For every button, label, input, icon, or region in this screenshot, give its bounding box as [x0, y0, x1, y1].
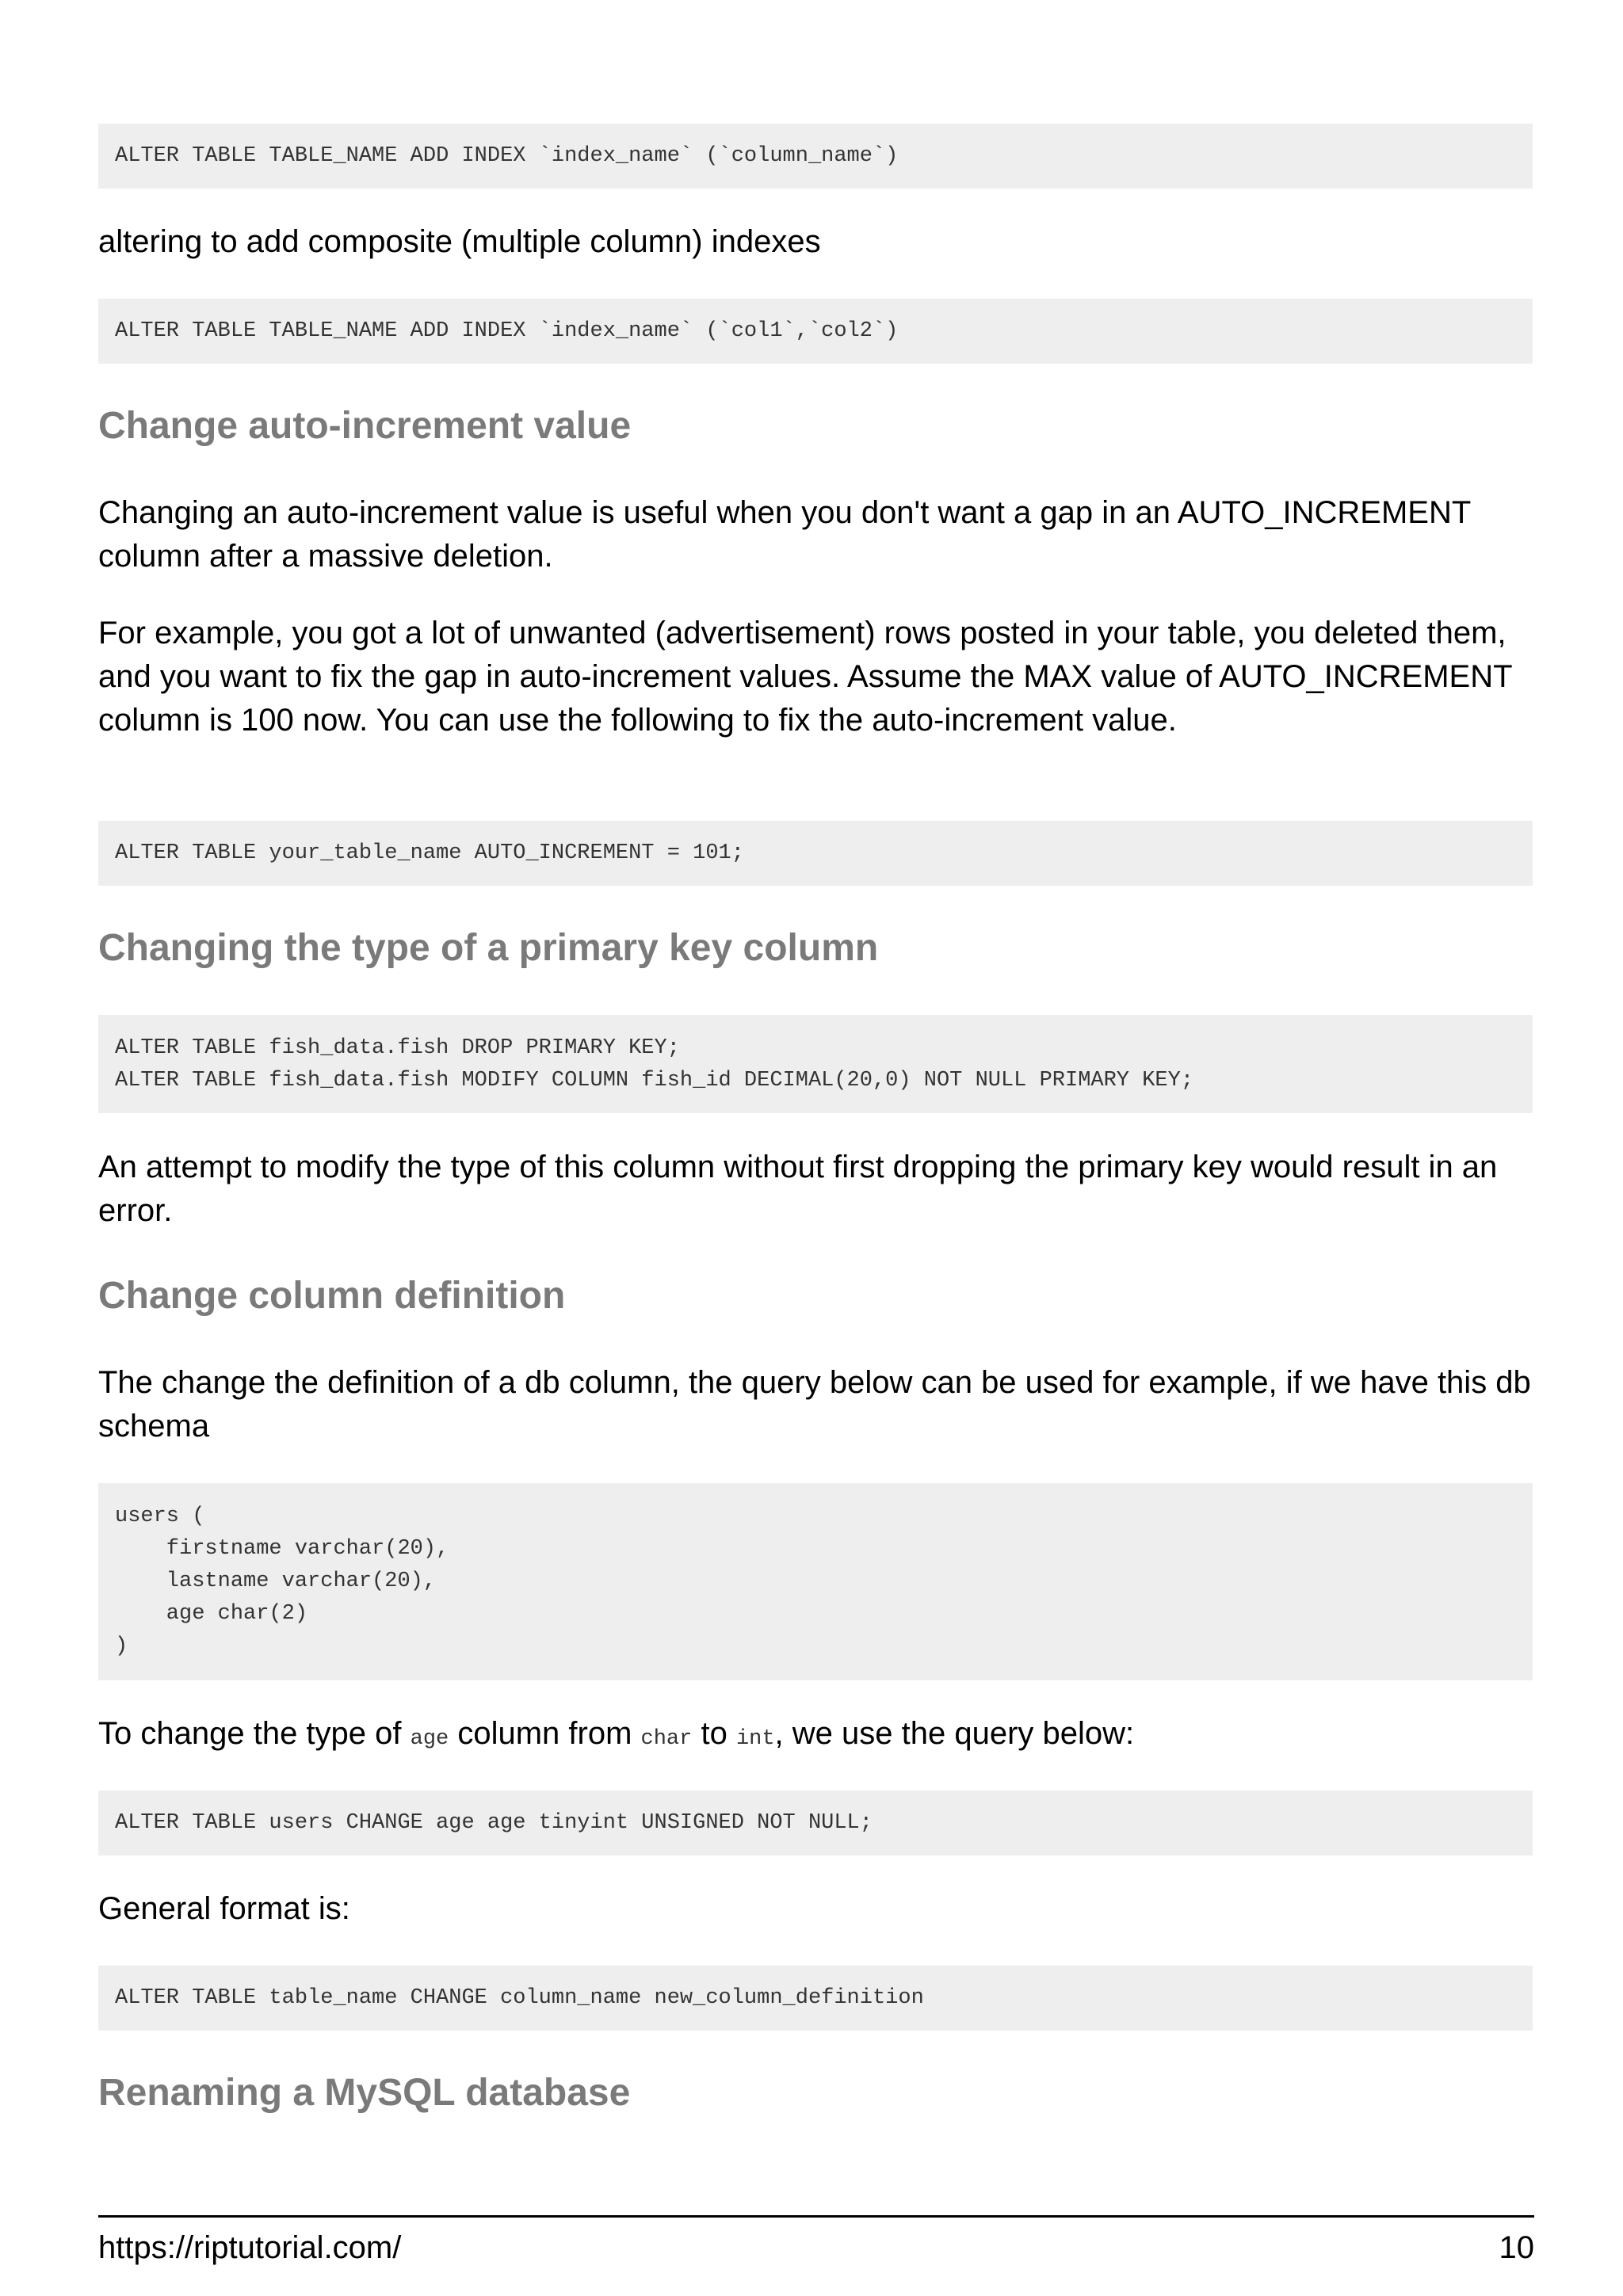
text-segment: To change the type of: [98, 1716, 411, 1751]
footer-url-link[interactable]: https://riptutorial.com/: [98, 2230, 402, 2265]
inline-code-char: char: [640, 1727, 693, 1751]
paragraph-auto-increment-example: For example, you got a lot of unwanted (advertisement) rows posted in your table, you deleted them, and you want to fix the gap in auto-increment values. Assume the MAX value of AUTO_INCREMENT column is 100 now. You can use the following to fix the auto-increment value.: [98, 616, 1512, 738]
paragraph-composite-indexes: altering to add composite (multiple column) indexes: [98, 224, 821, 259]
text-segment: to: [692, 1716, 736, 1751]
heading-primary-key-type: Changing the type of a primary key column: [98, 927, 879, 969]
paragraph-primary-key-note: An attempt to modify the type of this column without first dropping the primary key would result in an error.: [98, 1150, 1498, 1228]
inline-code-int: int: [735, 1727, 775, 1751]
code-block-add-index: ALTER TABLE TABLE_NAME ADD INDEX `index_name` (`column_name`): [98, 124, 1533, 189]
page-number: 10: [1499, 2230, 1534, 2265]
heading-change-column-definition: Change column definition: [98, 1275, 566, 1317]
paragraph-auto-increment-intro: Changing an auto-increment value is useful when you don't want a gap in an AUTO_INCREMENT column after a massive deletion.: [98, 495, 1471, 574]
paragraph-column-definition: The change the definition of a db column, the query below can be used for example, if we have this db schema: [98, 1365, 1531, 1444]
text-segment: , we use the query below:: [774, 1716, 1135, 1751]
code-block-users-schema: users ( firstname varchar(20), lastname varchar(20), age char(2) ): [98, 1483, 1533, 1680]
paragraph-general-format: General format is:: [98, 1891, 350, 1926]
code-block-change-age: ALTER TABLE users CHANGE age age tinyint UNSIGNED NOT NULL;: [98, 1791, 1533, 1855]
page-footer: [98, 2215, 1534, 2265]
paragraph-change-age-type: [98, 1712, 1533, 1761]
inline-code-age: age: [410, 1727, 449, 1751]
code-block-general-format: ALTER TABLE table_name CHANGE column_name new_column_definition: [98, 1966, 1533, 2031]
code-block-composite-index: ALTER TABLE TABLE_NAME ADD INDEX `index_name` (`col1`,`col2`): [98, 299, 1533, 364]
code-block-primary-key: ALTER TABLE fish_data.fish DROP PRIMARY KEY; ALTER TABLE fish_data.fish MODIFY COLUMN fish_id DECIMAL(20,0) NOT NULL PRIMARY KEY;: [98, 1015, 1533, 1113]
code-block-auto-increment: ALTER TABLE your_table_name AUTO_INCREMENT = 101;: [98, 821, 1533, 886]
heading-renaming-mysql-database: Renaming a MySQL database: [98, 2072, 631, 2114]
text-segment: column from: [449, 1716, 641, 1751]
heading-change-auto-increment: Change auto-increment value: [98, 405, 632, 447]
